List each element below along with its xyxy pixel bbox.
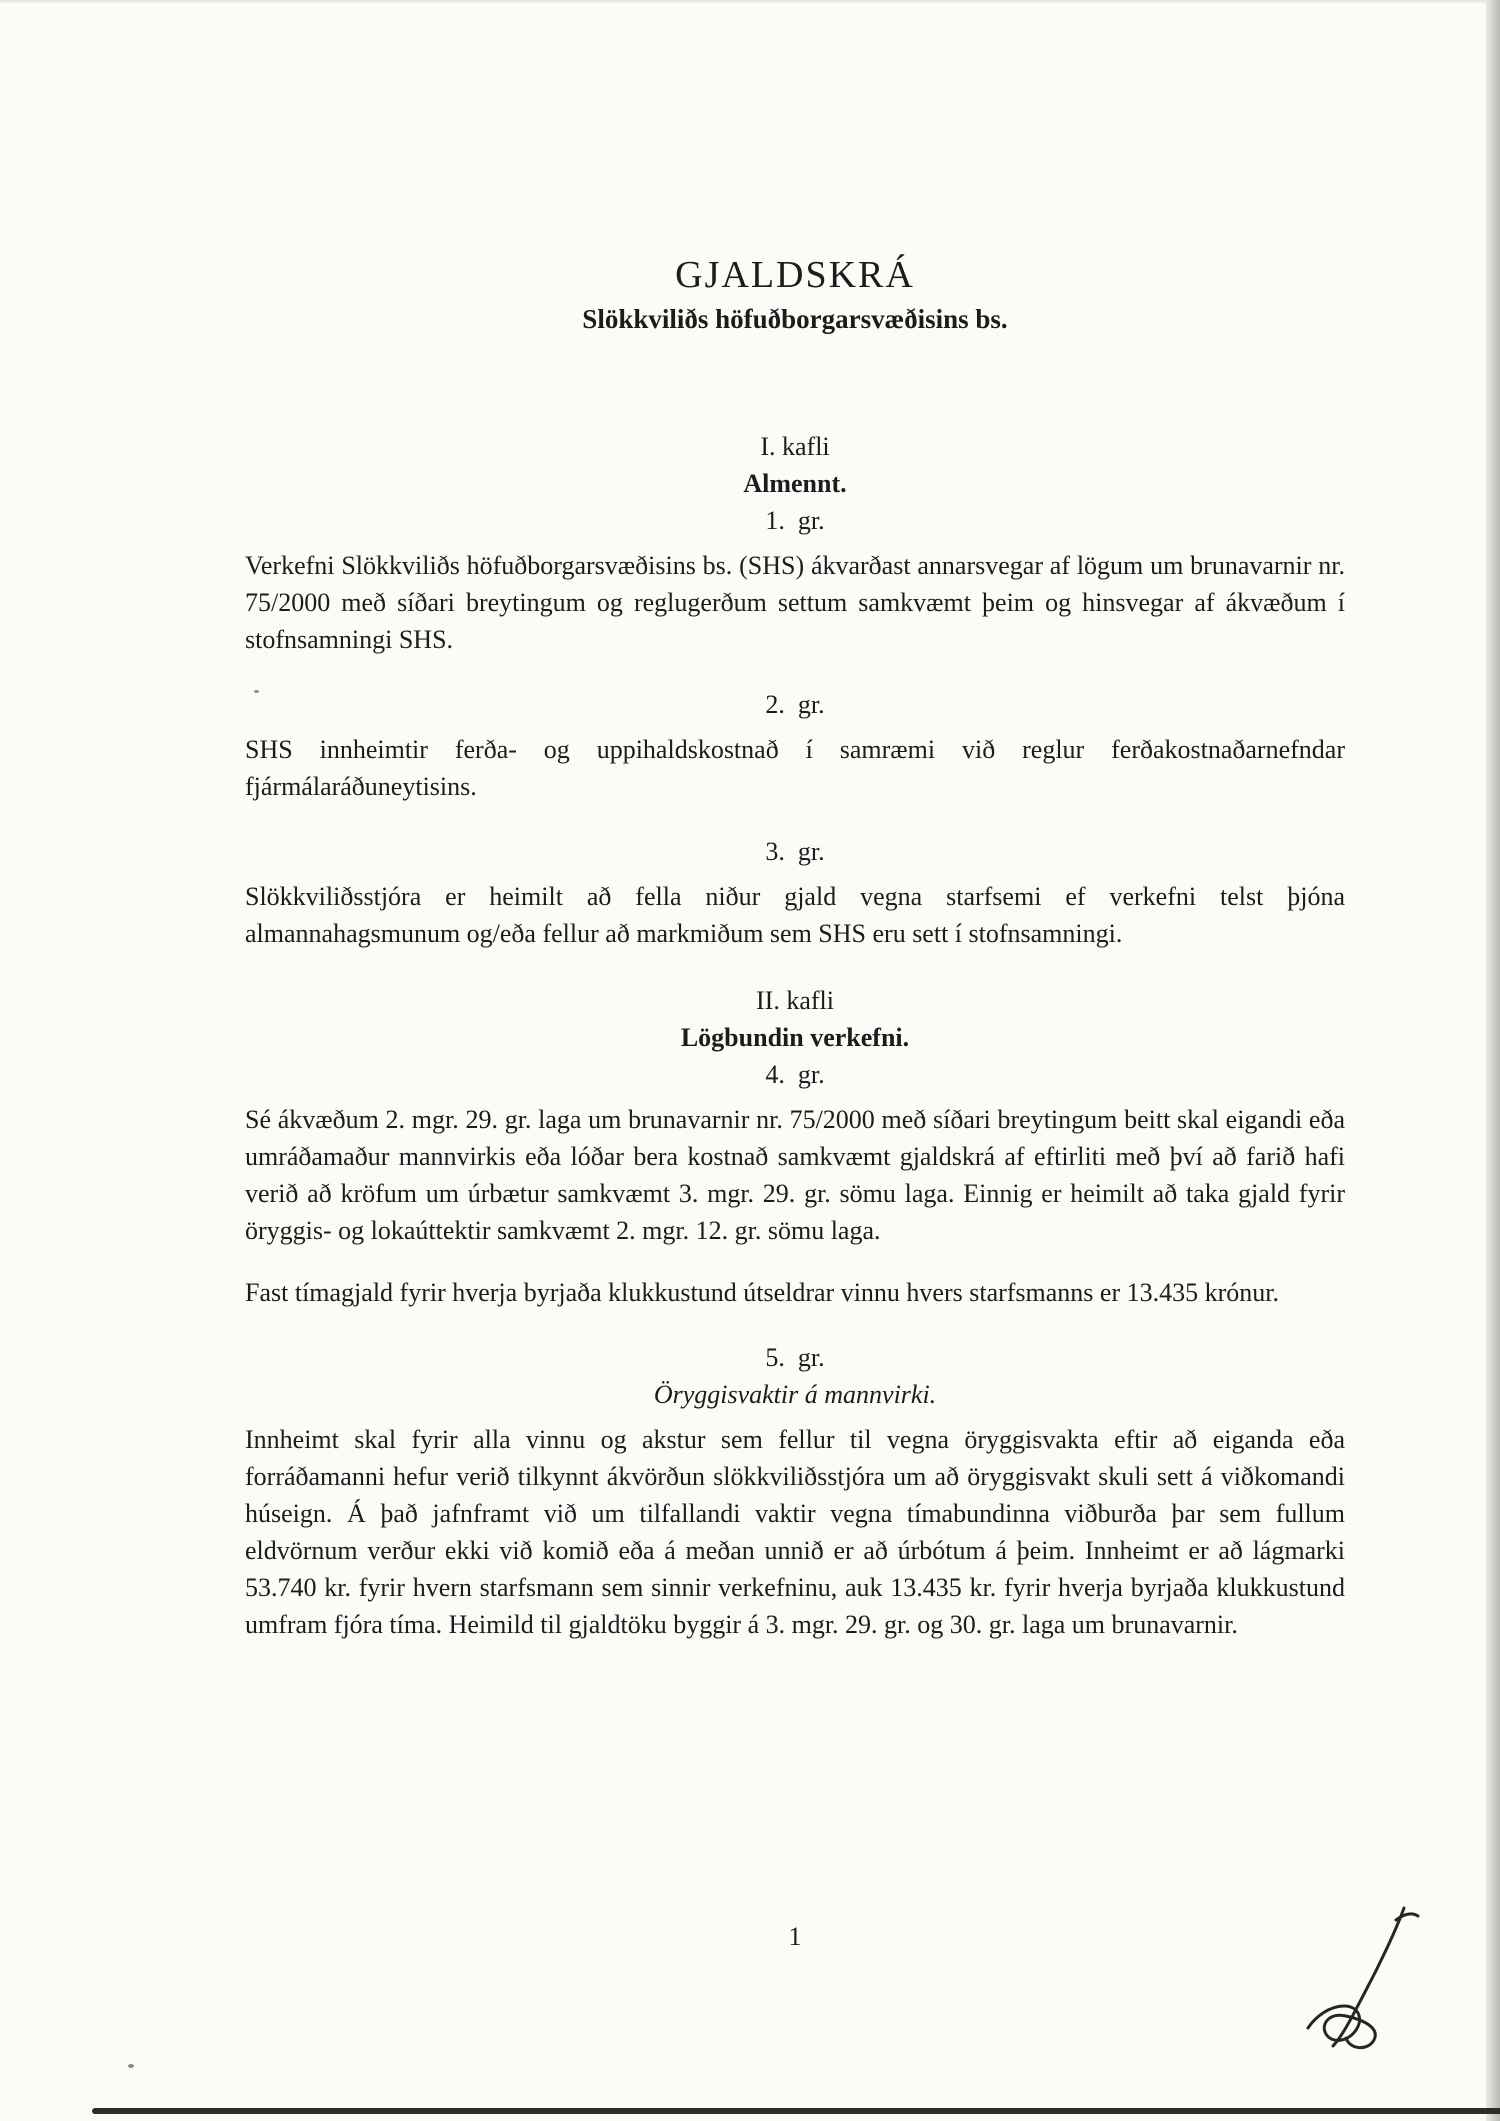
article-5-paragraph: Innheimt skal fyrir alla vinnu og akstur sem fellur til vegna öryggisvakta eftir að eiganda eða forráðamanni hefur verið tilkynnt ákvörðun slökkviliðsstjóra um að öryggisvakt skuli sett á viðkomandi húseign. Á það jafnframt við um tilfallandi vaktir vegna tímabundinna viðburða þar sem fullum eldvörnum verður ekki við komið eða á meðan unnið er að úrbótum á þeim. Innheimt er að lágmarki 53.740 kr. fyrir hvern starfsmann sem sinnir verkefninu, auk 13.435 kr. fyrir hverja byrjaða klukkustund umfram fjóra tíma. Heimild til gjaldtöku byggir á 3. mgr. 29. gr. og 30. gr. laga um brunavarnir.	[245, 1425, 1345, 1639]
article-3-paragraph: Slökkviliðsstjóra er heimilt að fella niður gjald vegna starfsemi ef verkefni telst þjóna almannahagsmunum og/eða fellur að markmiðum sem SHS eru sett í stofnsamningi.	[245, 882, 1345, 948]
scan-edge-top	[0, 0, 1500, 4]
article-5-heading: 5. gr.	[765, 1343, 825, 1372]
page-subtitle: Slökkviliðs höfuðborgarsvæðisins bs.	[582, 304, 1008, 334]
scan-edge-right	[1486, 0, 1500, 2121]
article-4-paragraph-2: Fast tímagjald fyrir hverja byrjaða klukkustund útseldrar vinnu hvers starfsmanns er 13.435 krónur.	[245, 1278, 1280, 1307]
chapter-1	[245, 428, 1345, 952]
scan-bottom-line	[92, 2108, 1500, 2114]
document-header	[245, 252, 1345, 336]
article-4-heading: 4. gr.	[765, 1060, 825, 1089]
chapter-1-heading: I. kafli	[760, 432, 830, 461]
article-5-subtitle: Öryggisvaktir á mannvirki.	[653, 1380, 937, 1409]
article-1-heading: 1. gr.	[765, 506, 825, 535]
chapter-2-heading: II. kafli	[756, 986, 834, 1015]
signature-initials-icon	[1300, 1898, 1430, 2058]
scan-speck	[254, 690, 259, 693]
article-1-paragraph: Verkefni Slökkviliðs höfuðborgarsvæðisins bs. (SHS) ákvarðast annarsvegar af lögum um brunavarnir nr. 75/2000 með síðari breytingum og reglugerðum settum samkvæmt þeim og hinsvegar af ákvæðum í stofnsamningi SHS.	[245, 551, 1345, 654]
chapter-2	[245, 982, 1345, 1643]
article-3-heading: 3. gr.	[765, 837, 825, 866]
chapter-1-title: Almennt.	[743, 469, 847, 498]
article-2-heading: 2. gr.	[765, 690, 825, 719]
page-number: 1	[788, 1922, 802, 1951]
scan-speck	[128, 2064, 134, 2068]
article-4-paragraph-1: Sé ákvæðum 2. mgr. 29. gr. laga um brunavarnir nr. 75/2000 með síðari breytingum beitt skal eigandi eða umráðamaður mannvirkis eða lóðar bera kostnað samkvæmt gjaldskrá af eftirliti með því að farið hafi verið að kröfum um úrbætur samkvæmt 3. mgr. 29. gr. sömu laga. Einnig er heimilt að taka gjald fyrir öryggis- og lokaúttektir samkvæmt 2. mgr. 12. gr. sömu laga.	[245, 1105, 1345, 1245]
chapter-2-title: Lögbundin verkefni.	[680, 1023, 910, 1052]
page-title: GJALDSKRÁ	[675, 254, 915, 296]
page-content	[245, 0, 1345, 1951]
article-2-paragraph: SHS innheimtir ferða- og uppihaldskostnað í samræmi við reglur ferðakostnaðarnefndar fjármálaráðuneytisins.	[245, 735, 1345, 801]
